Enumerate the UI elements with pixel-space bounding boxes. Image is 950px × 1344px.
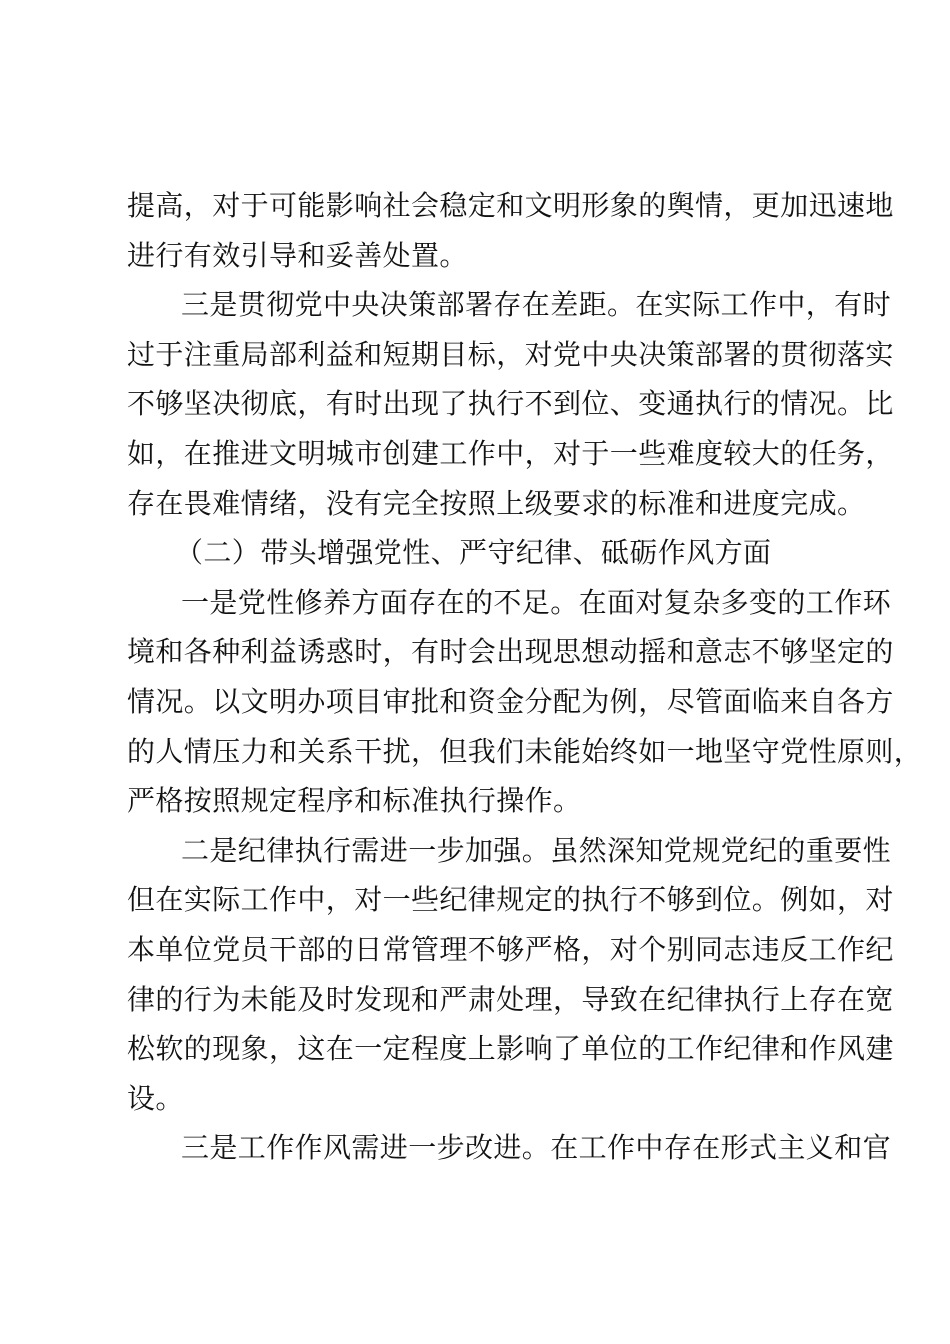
paragraph-line: 严格按照规定程序和标准执行操作。 <box>127 784 582 818</box>
paragraph-line: 三是贯彻党中央决策部署存在差距。在实际工作中，有时 <box>181 288 892 322</box>
section-heading: （二）带头增强党性、严守纪律、砥砺作风方面 <box>175 536 772 570</box>
paragraph-line: 但在实际工作中，对一些纪律规定的执行不够到位。例如，对 <box>127 883 894 917</box>
document-body <box>127 181 923 1173</box>
paragraph-line: 如，在推进文明城市创建工作中，对于一些难度较大的任务， <box>127 436 894 470</box>
paragraph-line: 情况。以文明办项目审批和资金分配为例，尽管面临来自各方 <box>127 684 894 718</box>
paragraph-line: 的人情压力和关系干扰，但我们未能始终如一地坚守党性原则， <box>127 734 923 768</box>
paragraph-line: 进行有效引导和妥善处置。 <box>127 238 468 272</box>
paragraph-line: 不够坚决彻底，有时出现了执行不到位、变通执行的情况。比 <box>127 387 894 421</box>
paragraph-line: 设。 <box>127 1081 184 1115</box>
paragraph-line: 律的行为未能及时发现和严肃处理，导致在纪律执行上存在宽 <box>127 982 894 1016</box>
paragraph-line: 提高，对于可能影响社会稳定和文明形象的舆情，更加迅速地 <box>127 189 894 222</box>
paragraph-line: 境和各种利益诱惑时，有时会出现思想动摇和意志不够坚定的 <box>127 635 894 669</box>
paragraph-line: 本单位党员干部的日常管理不够严格，对个别同志违反工作纪 <box>127 932 894 966</box>
paragraph-line: 过于注重局部利益和短期目标，对党中央决策部署的贯彻落实 <box>127 337 894 371</box>
paragraph-line: 一是党性修养方面存在的不足。在面对复杂多变的工作环 <box>181 585 892 619</box>
paragraph-line: 存在畏难情绪，没有完全按照上级要求的标准和进度完成。 <box>127 486 866 520</box>
paragraph-line: 三是工作作风需进一步改进。在工作中存在形式主义和官 <box>181 1131 892 1165</box>
paragraph-line: 松软的现象，这在一定程度上影响了单位的工作纪律和作风建 <box>127 1032 894 1066</box>
paragraph-line: 二是纪律执行需进一步加强。虽然深知党规党纪的重要性 <box>181 833 892 867</box>
